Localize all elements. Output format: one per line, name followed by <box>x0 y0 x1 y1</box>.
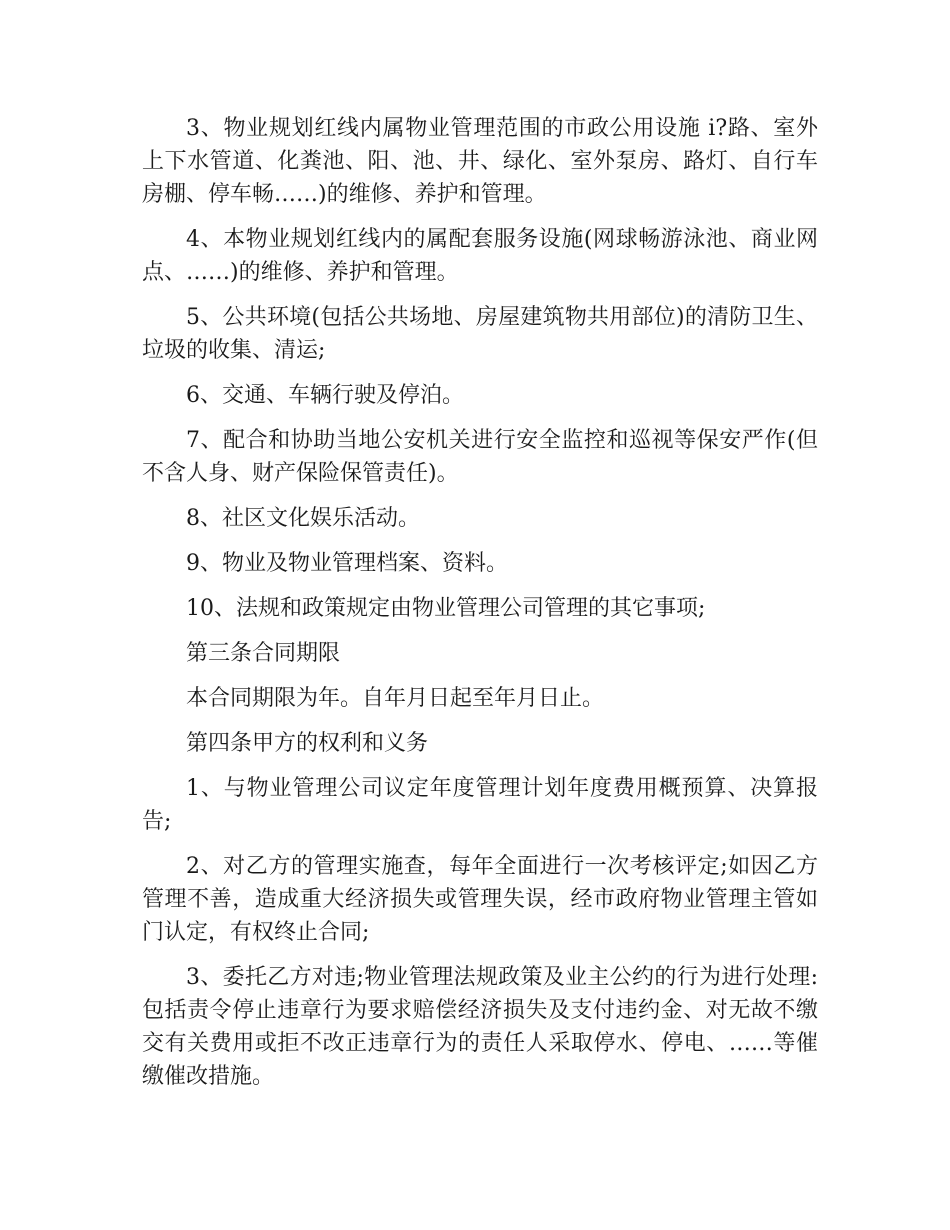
paragraph-item-3-municipal-facilities: 3、物业规划红线内属物业管理范围的市政公用设施 i?路、室外上下水管道、化粪池、阳、池、井、绿化、室外泵房、路灯、自行车房棚、停车畅……)的维修、养护和管理。 <box>142 116 818 207</box>
section-heading-article-4: 第四条甲方的权利和义务 <box>186 731 429 756</box>
paragraph-item-7-security: 7、配合和协助当地公安机关进行安全监控和巡视等保安严作(但不含人身、财产保险保管责任)。 <box>142 428 818 486</box>
paragraph-item-6-traffic: 6、交通、车辆行驶及停泊。 <box>186 383 464 408</box>
paragraph-item-9-archives: 9、物业及物业管理档案、资料。 <box>186 551 508 576</box>
paragraph-party-a-item-3: 3、委托乙方对违;物业管理法规政策及业主公约的行为进行处理:包括责令停止违章行为要求赔偿经济损失及支付违约金、对无故不缴交有关费用或拒不改正违章行为的责任人采取停水、停电、……等催缴催改措施。 <box>142 965 818 1089</box>
paragraph-item-4-supporting-facilities: 4、本物业规划红线内的属配套服务设施(网球畅游泳池、商业网点、……)的维修、养护和管理。 <box>142 227 818 285</box>
paragraph-party-a-item-1: 1、与物业管理公司议定年度管理计划年度费用概预算、决算报告; <box>142 776 818 834</box>
paragraph-contract-term: 本合同期限为年。自年月日起至年月日止。 <box>186 686 605 711</box>
section-heading-article-3: 第三条合同期限 <box>186 641 341 666</box>
document-page <box>142 112 818 1105</box>
paragraph-item-5-public-environment: 5、公共环境(包括公共场地、房屋建筑物共用部位)的清防卫生、垃圾的收集、清运; <box>142 305 818 363</box>
paragraph-party-a-item-2: 2、对乙方的管理实施查，每年全面进行一次考核评定;如因乙方管理不善，造成重大经济损失或管理失误，经市政府物业管理主管如门认定，有权终止合同; <box>142 854 818 945</box>
paragraph-item-10-other-matters: 10、法规和政策规定由物业管理公司管理的其它事项; <box>186 596 706 621</box>
paragraph-item-8-community-activities: 8、社区文化娱乐活动。 <box>186 506 420 531</box>
